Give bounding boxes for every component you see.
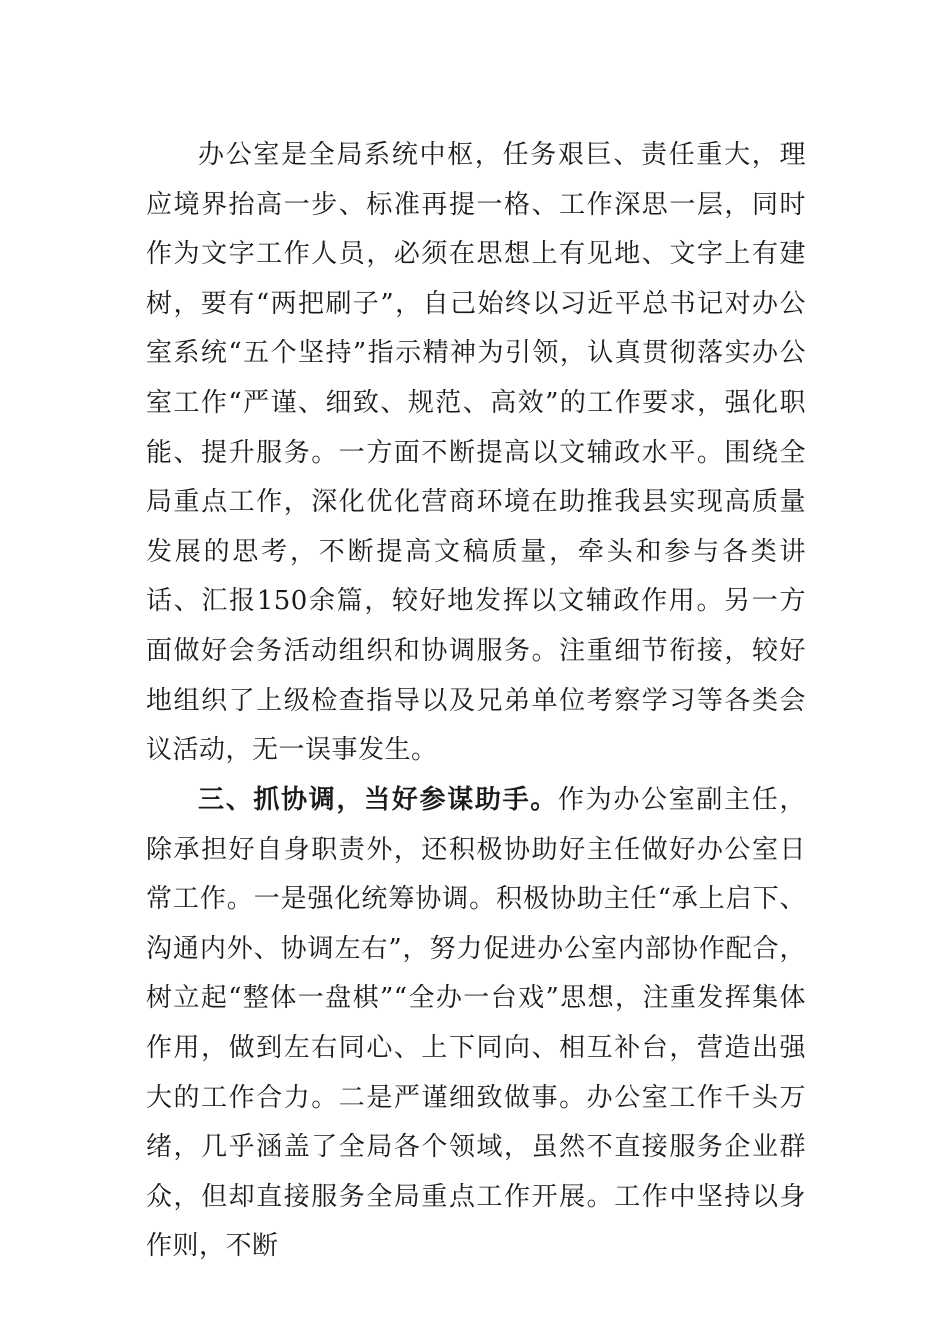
section-heading: 三、抓协调，当好参谋助手。 <box>198 785 558 815</box>
paragraph <box>146 131 806 776</box>
paragraph <box>146 776 806 1272</box>
paragraph-text: 作为办公室副主任，除承担好自身职责外，还积极协助好主任做好办公室日常工作。一是强化统筹协调。积极协助主任“承上启下、沟通内外、协调左右”，努力促进办公室内部协作配合，树立起“整体一盘棋”“全办一台戏”思想，注重发挥集体作用，做到左右同心、上下同向、相互补台，营造出强大的工作合力。二是严谨细致做事。办公室工作千头万绪，几乎涵盖了全局各个领域，虽然不直接服务企业群众，但却直接服务全局重点工作开展。工作中坚持以身作则，不断 <box>146 785 806 1262</box>
paragraph-text: 办公室是全局系统中枢，任务艰巨、责任重大，理应境界抬高一步、标准再提一格、工作深思一层，同时作为文字工作人员，必须在思想上有见地、文字上有建树，要有“两把刷子”，自己始终以习近平总书记对办公室系统“五个坚持”指示精神为引领，认真贯彻落实办公室工作“严谨、细致、规范、高效”的工作要求，强化职能、提升服务。一方面不断提高以文辅政水平。围绕全局重点工作，深化优化营商环境在助推我县实现高质量发展的思考，不断提高文稿质量，牵头和参与各类讲话、汇报150余篇，较好地发挥以文辅政作用。另一方面做好会务活动组织和协调服务。注重细节衔接，较好地组织了上级检查指导以及兄弟单位考察学习等各类会议活动，无一误事发生。 <box>146 140 806 766</box>
body-paragraph-1 <box>146 131 806 776</box>
body-paragraph-2 <box>146 776 806 1272</box>
